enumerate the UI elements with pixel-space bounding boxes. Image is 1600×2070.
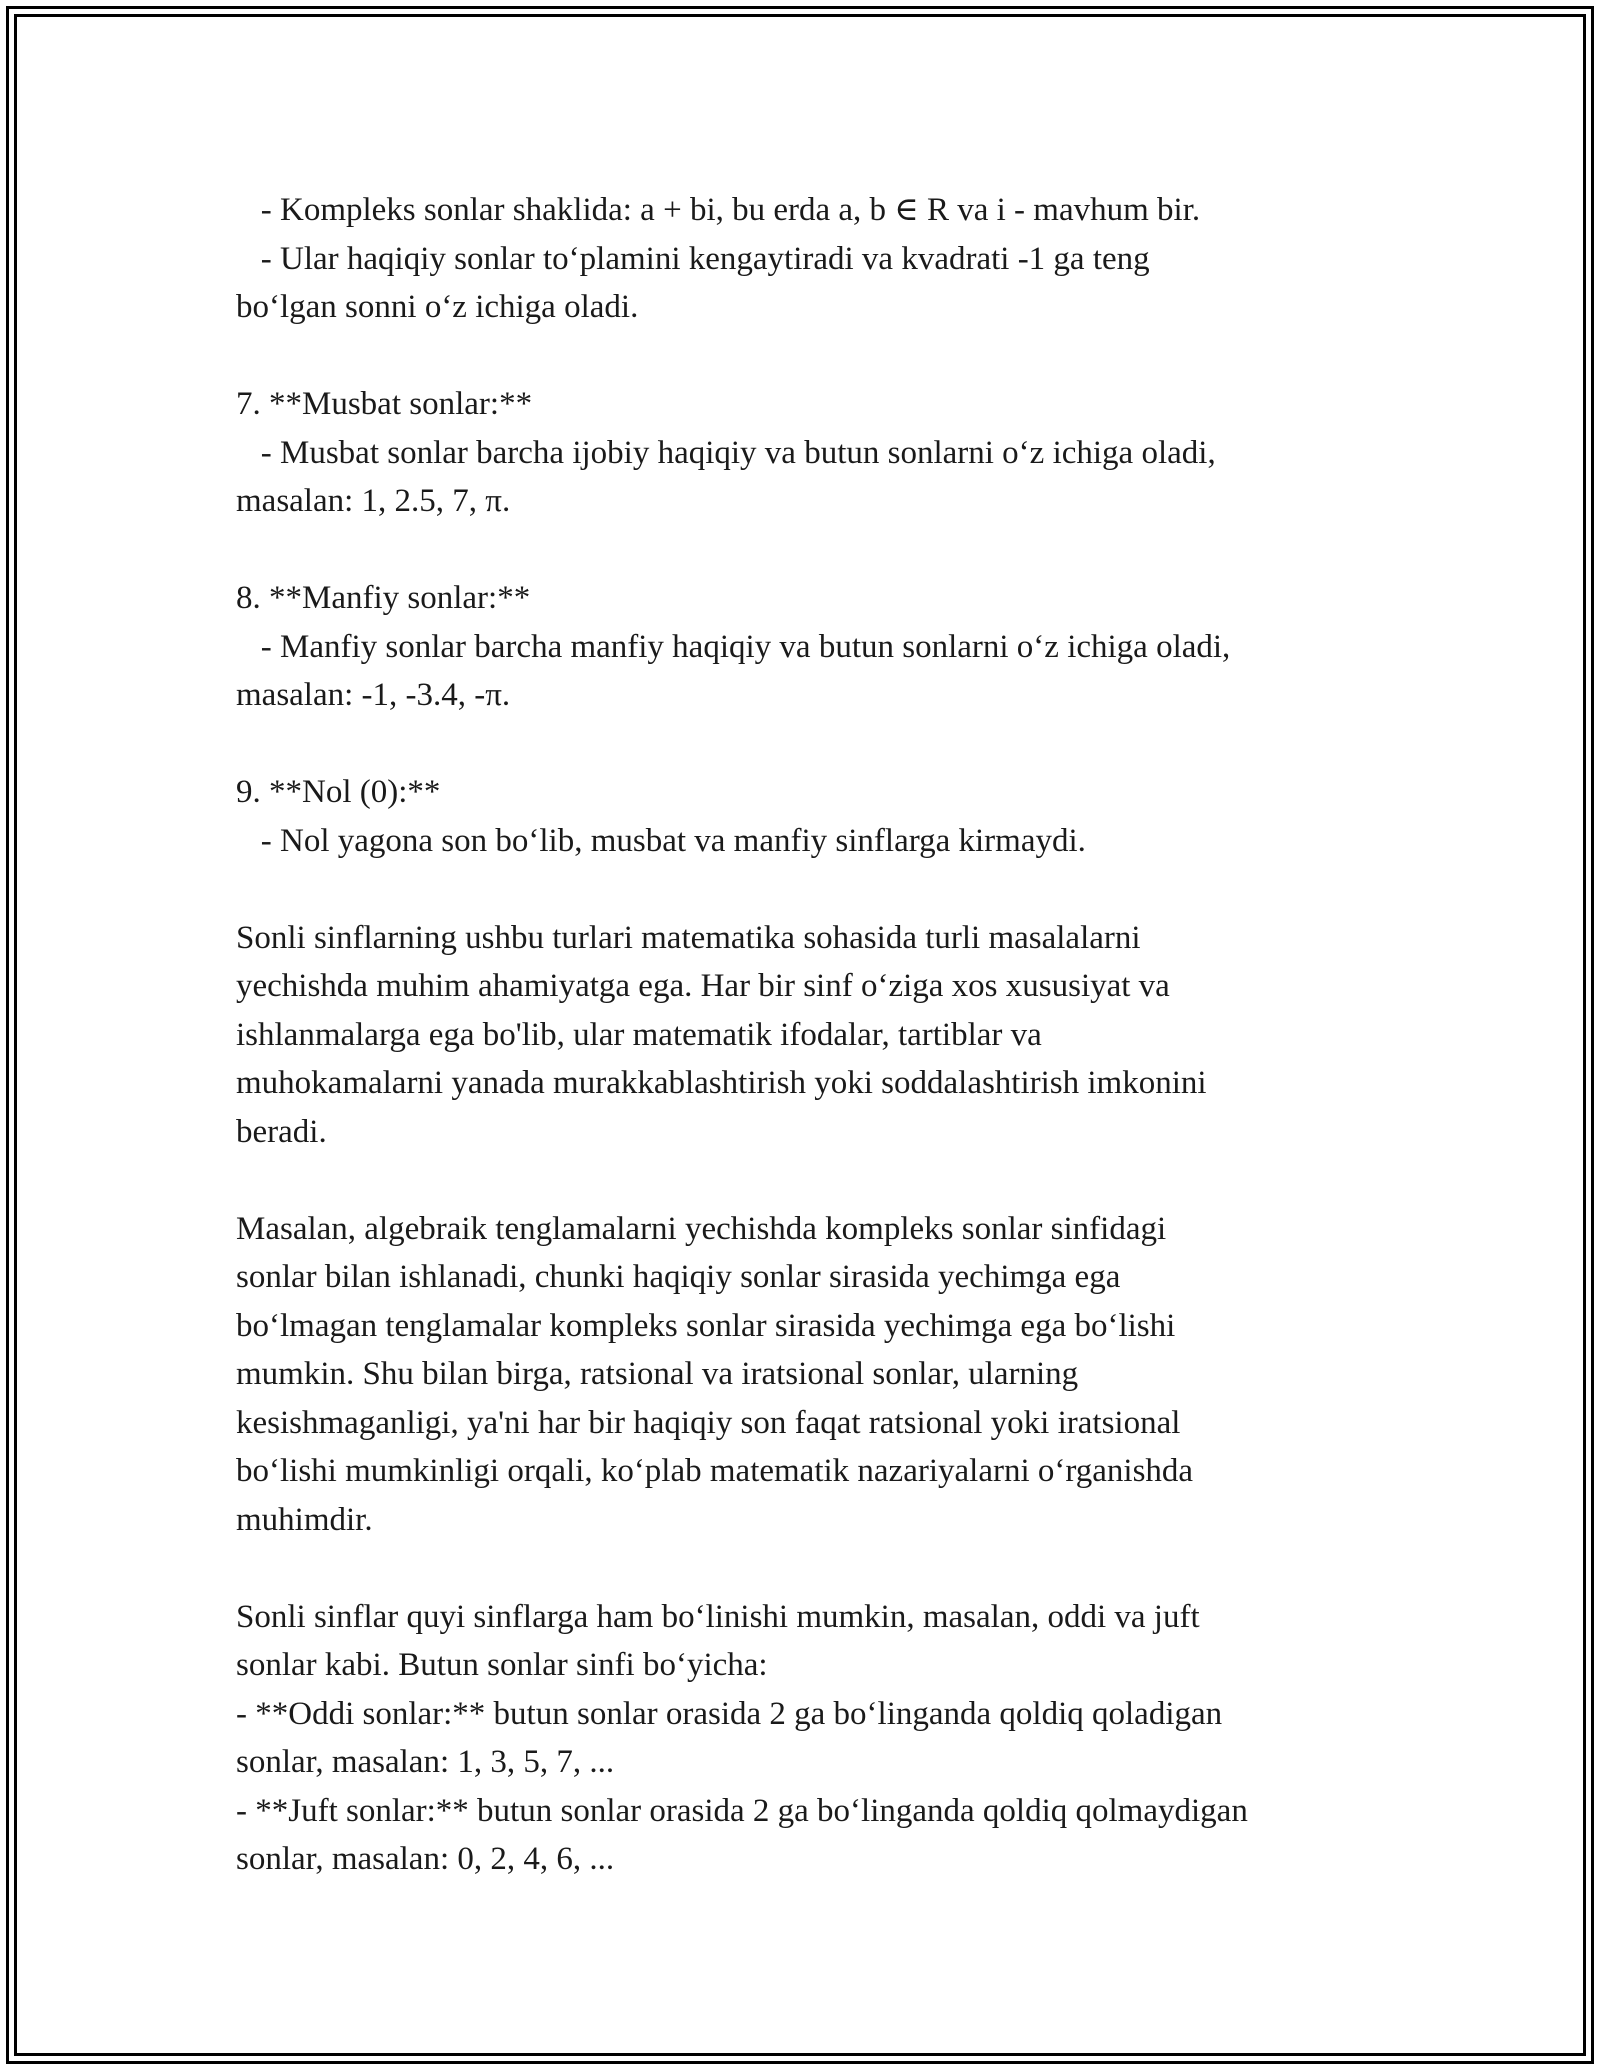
text-line: ishlanmalarga ega bo'lib, ular matematik ifodalar, tartiblar va [236,1016,1042,1053]
text-line: - Ular haqiqiy sonlar to‘plamini kengaytiradi va kvadrati -1 ga teng [236,240,1150,277]
text-line: yechishda muhim ahamiyatga ega. Har bir sinf o‘ziga xos xususiyat va [236,968,1170,1004]
document-body [236,186,1386,1884]
text-line: bo‘lishi mumkinligi orqali, ko‘plab matematik nazariyalarni o‘rganishda [236,1453,1194,1489]
text-line: muhimdir. [236,1501,373,1538]
section-negative-numbers [236,574,1386,720]
text-line: - Musbat sonlar barcha ijobiy haqiqiy va butun sonlarni o‘z ichiga oladi, [236,434,1216,471]
paragraph-gap [236,720,1386,769]
text-line: muhokamalarni yanada murakkablashtirish yoki soddalashtirish imkonini [236,1065,1207,1101]
paragraph-summary [236,914,1386,1157]
paragraph-gap [236,1544,1386,1593]
text-line: Sonli sinflar quyi sinflarga ham bo‘linishi mumkin, masalan, oddi va juft [236,1598,1200,1635]
text-line: sonlar bilan ishlanadi, chunki haqiqiy sonlar sirasida yechimga ega [236,1259,1121,1295]
paragraph-gap [236,526,1386,575]
text-line: - Kompleks sonlar shaklida: a + bi, bu erda a, b ∈ R va i - mavhum bir. [236,192,1201,228]
text-line: sonlar kabi. Butun sonlar sinfi bo‘yicha: [236,1647,768,1683]
text-line: mumkin. Shu bilan birga, ratsional va iratsional sonlar, ularning [236,1356,1079,1392]
text-line: masalan: -1, -3.4, -π. [236,677,511,713]
section-heading: 9. **Nol (0):** [236,774,441,810]
text-line: sonlar, masalan: 0, 2, 4, 6, ... [236,1841,615,1877]
paragraph-gap [236,332,1386,381]
complex-numbers-continuation [236,186,1386,332]
section-heading: 7. **Musbat sonlar:** [236,386,533,422]
paragraph-subclasses [236,1593,1386,1884]
text-line: beradi. [236,1113,327,1150]
text-line: Masalan, algebraik tenglamalarni yechishda kompleks sonlar sinfidagi [236,1210,1167,1247]
section-positive-numbers [236,380,1386,526]
text-line: bo‘lgan sonni o‘z ichiga oladi. [236,289,639,325]
text-line: sonlar, masalan: 1, 3, 5, 7, ... [236,1744,615,1780]
text-line: kesishmaganligi, ya'ni har bir haqiqiy son faqat ratsional yoki iratsional [236,1404,1181,1441]
list-item-odd: - **Oddi sonlar:** butun sonlar orasida 2 ga bo‘linganda qoldiq qoladigan [236,1695,1223,1732]
text-line: bo‘lmagan tenglamalar kompleks sonlar sirasida yechimga ega bo‘lishi [236,1307,1176,1344]
section-zero [236,768,1386,865]
paragraph-gap [236,1156,1386,1205]
paragraph-gap [236,865,1386,914]
paragraph-example [236,1205,1386,1545]
text-line: - Manfiy sonlar barcha manfiy haqiqiy va butun sonlarni o‘z ichiga oladi, [236,628,1231,665]
section-heading: 8. **Manfiy sonlar:** [236,580,531,616]
list-item-even: - **Juft sonlar:** butun sonlar orasida 2 ga bo‘linganda qoldiq qolmaydigan [236,1792,1248,1829]
text-line: masalan: 1, 2.5, 7, π. [236,483,511,519]
text-line: - Nol yagona son bo‘lib, musbat va manfiy sinflarga kirmaydi. [236,822,1086,859]
text-line: Sonli sinflarning ushbu turlari matematika sohasida turli masalalarni [236,919,1141,956]
